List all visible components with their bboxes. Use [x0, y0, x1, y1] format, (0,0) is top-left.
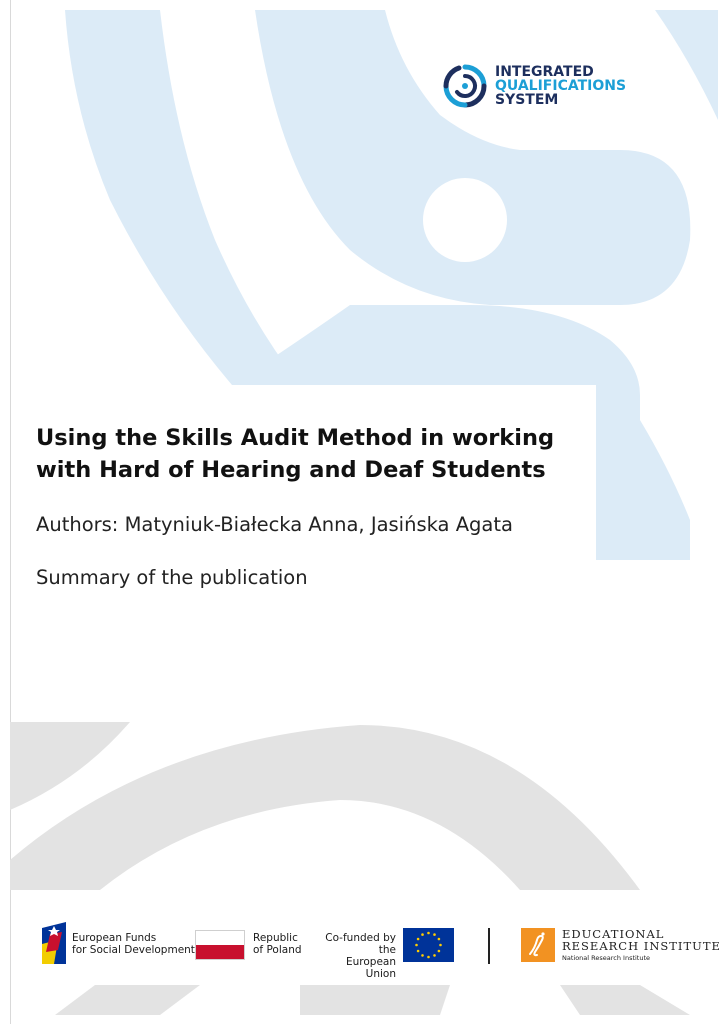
eu-flag-icon: [403, 928, 454, 962]
document-subtitle: Summary of the publication: [36, 566, 308, 589]
logo-line-system: SYSTEM: [495, 92, 559, 108]
ibe-line2: RESEARCH INSTITUTE: [562, 939, 721, 953]
poland-line1: Republic: [253, 932, 298, 944]
eu-line1: Co-funded by the: [325, 932, 396, 956]
poland-flag-icon: [195, 930, 245, 960]
deco-blue-dot: [423, 178, 507, 262]
integrated-qualifications-system-logo: [443, 64, 626, 108]
deco-blue-shape-right: [655, 10, 718, 120]
document-title: Using the Skills Audit Method in working with Hard of Hearing and Deaf Students: [36, 425, 555, 483]
document-authors: Authors: Matyniuk-Białecka Anna, Jasińska Agata: [36, 513, 513, 536]
logo-line-qualifications: QUALIFICATIONS: [495, 78, 627, 94]
iqs-emblem-icon: [443, 64, 487, 108]
deco-gray-shape-bottom: [55, 985, 690, 1015]
ibe-line3: National Research Institute: [562, 954, 651, 962]
eu-line2: European Union: [345, 956, 396, 980]
european-funds-line2: for Social Development: [72, 944, 195, 956]
footer-divider: [488, 928, 490, 964]
logo-line-integrated: INTEGRATED: [495, 64, 594, 80]
european-funds-icon: [40, 920, 68, 966]
poland-line2: of Poland: [253, 944, 302, 956]
ibe-logo-icon: [521, 928, 555, 962]
ibe-line1: EDUCATIONAL: [562, 927, 665, 941]
deco-blue-shape-left: [65, 10, 300, 385]
deco-gray-shape-right: [10, 725, 640, 890]
funding-logos-footer: [0, 920, 724, 980]
european-funds-line1: European Funds: [72, 932, 157, 944]
deco-blue-right-tail: [596, 420, 690, 560]
deco-blue-band: [232, 305, 640, 440]
